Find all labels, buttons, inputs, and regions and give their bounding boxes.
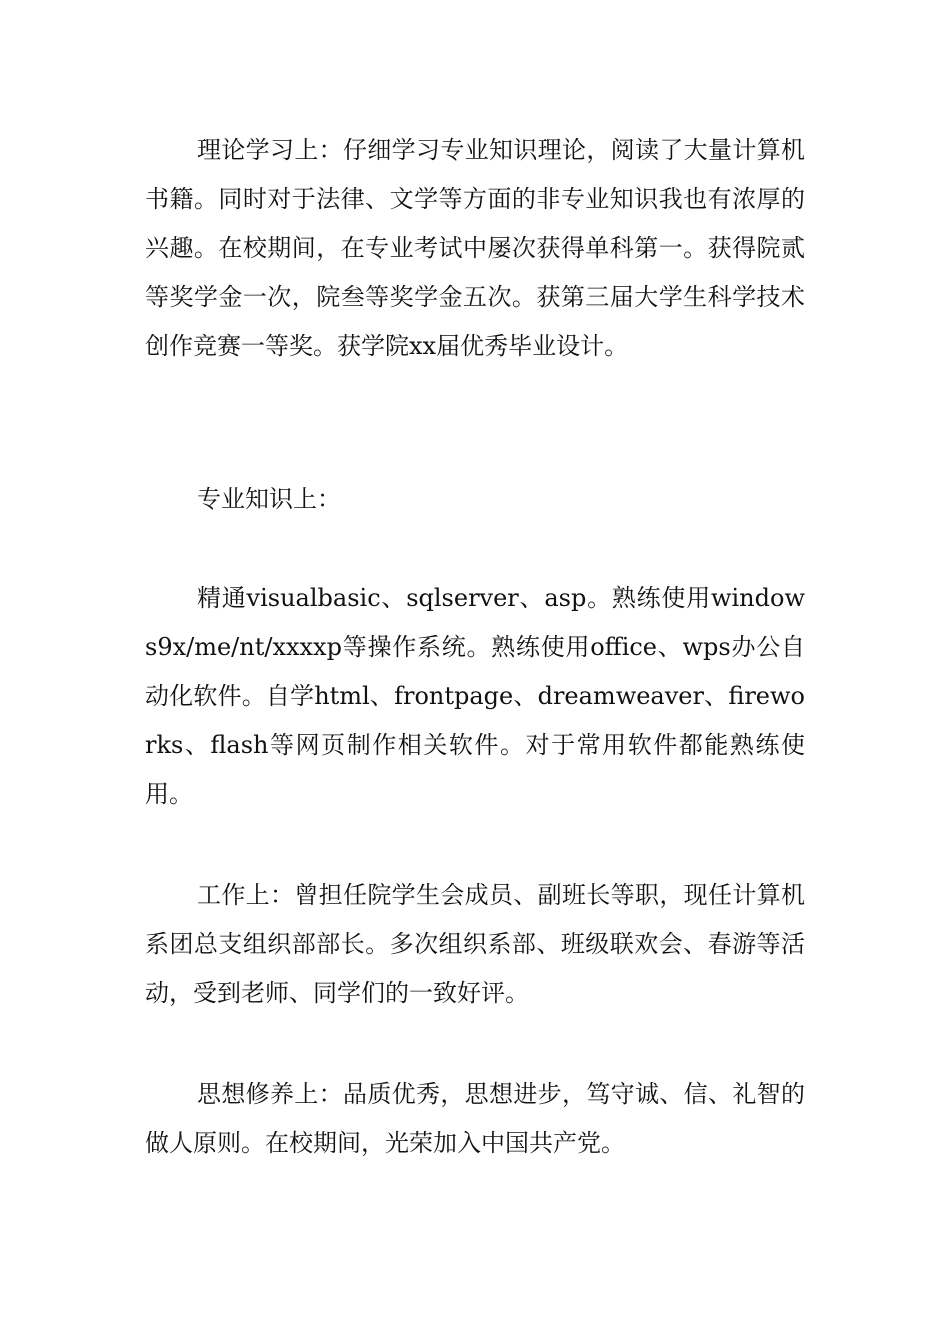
paragraph-theory-study: 理论学习上：仔细学习专业知识理论，阅读了大量计算机书籍。同时对于法律、文学等方面的非专业知识我也有浓厚的兴趣。在校期间，在专业考试中屡次获得单科第一。获得院贰等奖学金一次，院叁等奖学金五次。获第三届大学生科学技术创作竞赛一等奖。获学院xx届优秀毕业设计。 <box>145 136 805 360</box>
paragraph-professional-skills: 精通visualbasic、sqlserver、asp。熟练使用windows9x/me/nt/xxxxp等操作系统。熟练使用office、wps办公自动化软件。自学html、frontpage、dreamweaver、fireworks、flash等网页制作相关软件。对于常用软件都能熟练使用。 <box>145 584 805 808</box>
paragraph-work: 工作上：曾担任院学生会成员、副班长等职，现任计算机系团总支组织部部长。多次组织系部、班级联欢会、春游等活动，受到老师、同学们的一致好评。 <box>145 881 805 1007</box>
paragraph-professional-knowledge-heading: 专业知识上： <box>197 485 341 513</box>
paragraph-moral-cultivation: 思想修养上：品质优秀，思想进步，笃守诚、信、礼智的做人原则。在校期间，光荣加入中国共产党。 <box>145 1080 805 1157</box>
